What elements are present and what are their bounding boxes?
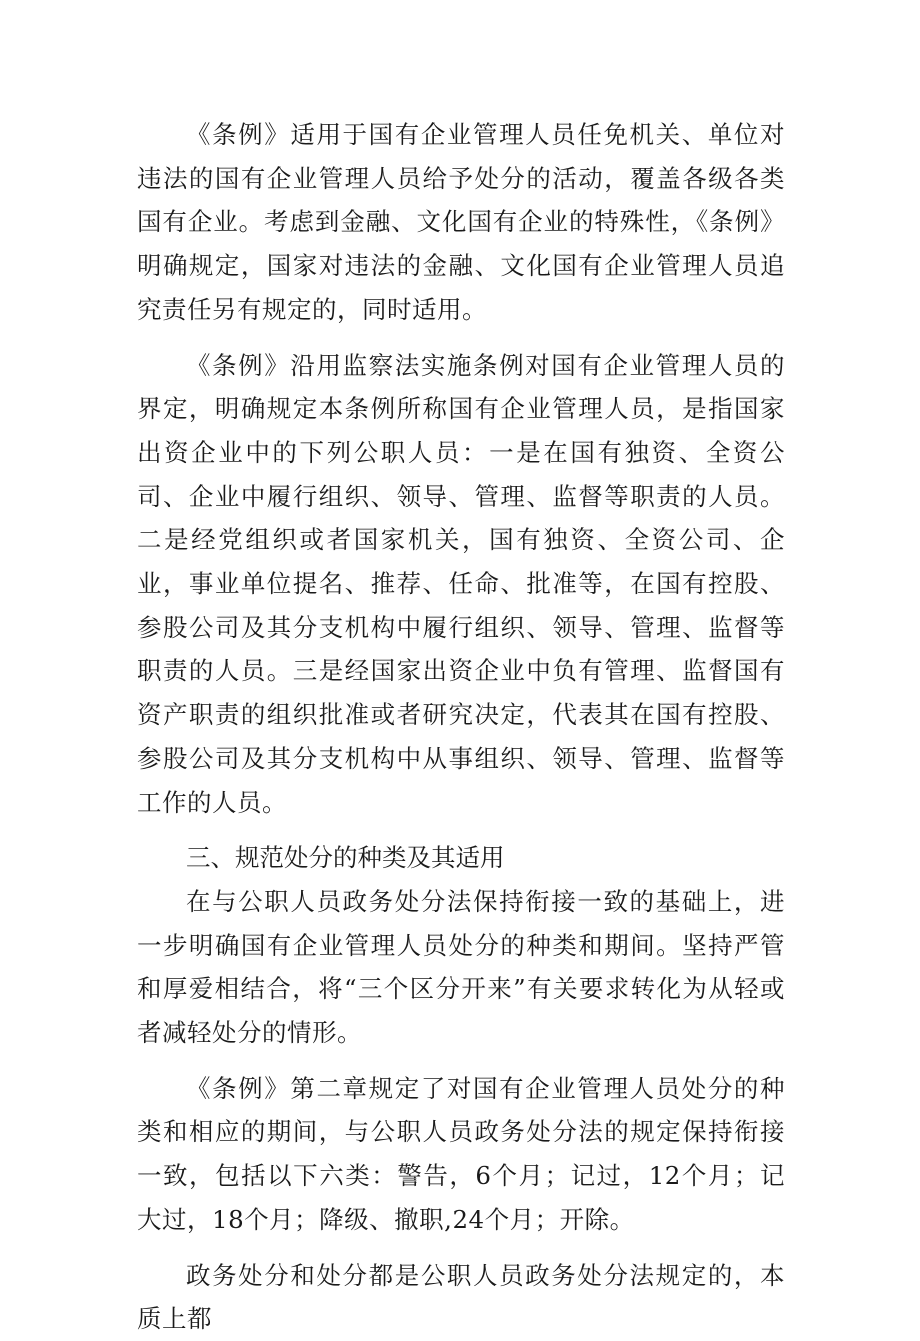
paragraph-scope: 《条例》适用于国有企业管理人员任免机关、单位对违法的国有企业管理人员给予处分的活动，覆盖各级各类国有企业。考虑到金融、文化国有企业的特殊性，《条例》明确规定，国家对违法的金融、文化国有企业管理人员追究责任另有规定的，同时适用。 — [137, 120, 785, 324]
section-heading: 三、规范处分的种类及其适用 — [186, 843, 505, 873]
document-body — [137, 113, 785, 1341]
paragraph-definition: 《条例》沿用监察法实施条例对国有企业管理人员的界定，明确规定本条例所称国有企业管理人员，是指国家出资企业中的下列公职人员：一是在国有独资、全资公司、企业中履行组织、领导、管理、监督等职责的人员。二是经党组织或者国家机关，国有独资、全资公司、企业，事业单位提名、推荐、任命、批准等，在国有控股、参股公司及其分支机构中履行组织、领导、管理、监督等职责的人员。三是经国家出资企业中负有管理、监督国有资产职责的组织批准或者研究决定，代表其在国有控股、参股公司及其分支机构中从事组织、领导、管理、监督等工作的人员。 — [137, 350, 785, 817]
paragraph-gap — [137, 1055, 785, 1067]
paragraph-types-intro: 在与公职人员政务处分法保持衔接一致的基础上，进一步明确国有企业管理人员处分的种类和期间。坚持严管和厚爱相结合，将“三个区分开来”有关要求转化为从轻或者减轻处分的情形。 — [137, 886, 785, 1048]
paragraph-continuation: 政务处分和处分都是公职人员政务处分法规定的，本质上都 — [137, 1260, 785, 1334]
paragraph-gap — [137, 1242, 785, 1254]
paragraph-types-list: 《条例》第二章规定了对国有企业管理人员处分的种类和相应的期间，与公职人员政务处分法的规定保持衔接一致，包括以下六类：警告，6个月；记过，12个月；记大过，18个月；降级、撤职,24个月；开除。 — [137, 1073, 785, 1234]
paragraph-gap — [137, 824, 785, 836]
paragraph-gap — [137, 332, 785, 344]
